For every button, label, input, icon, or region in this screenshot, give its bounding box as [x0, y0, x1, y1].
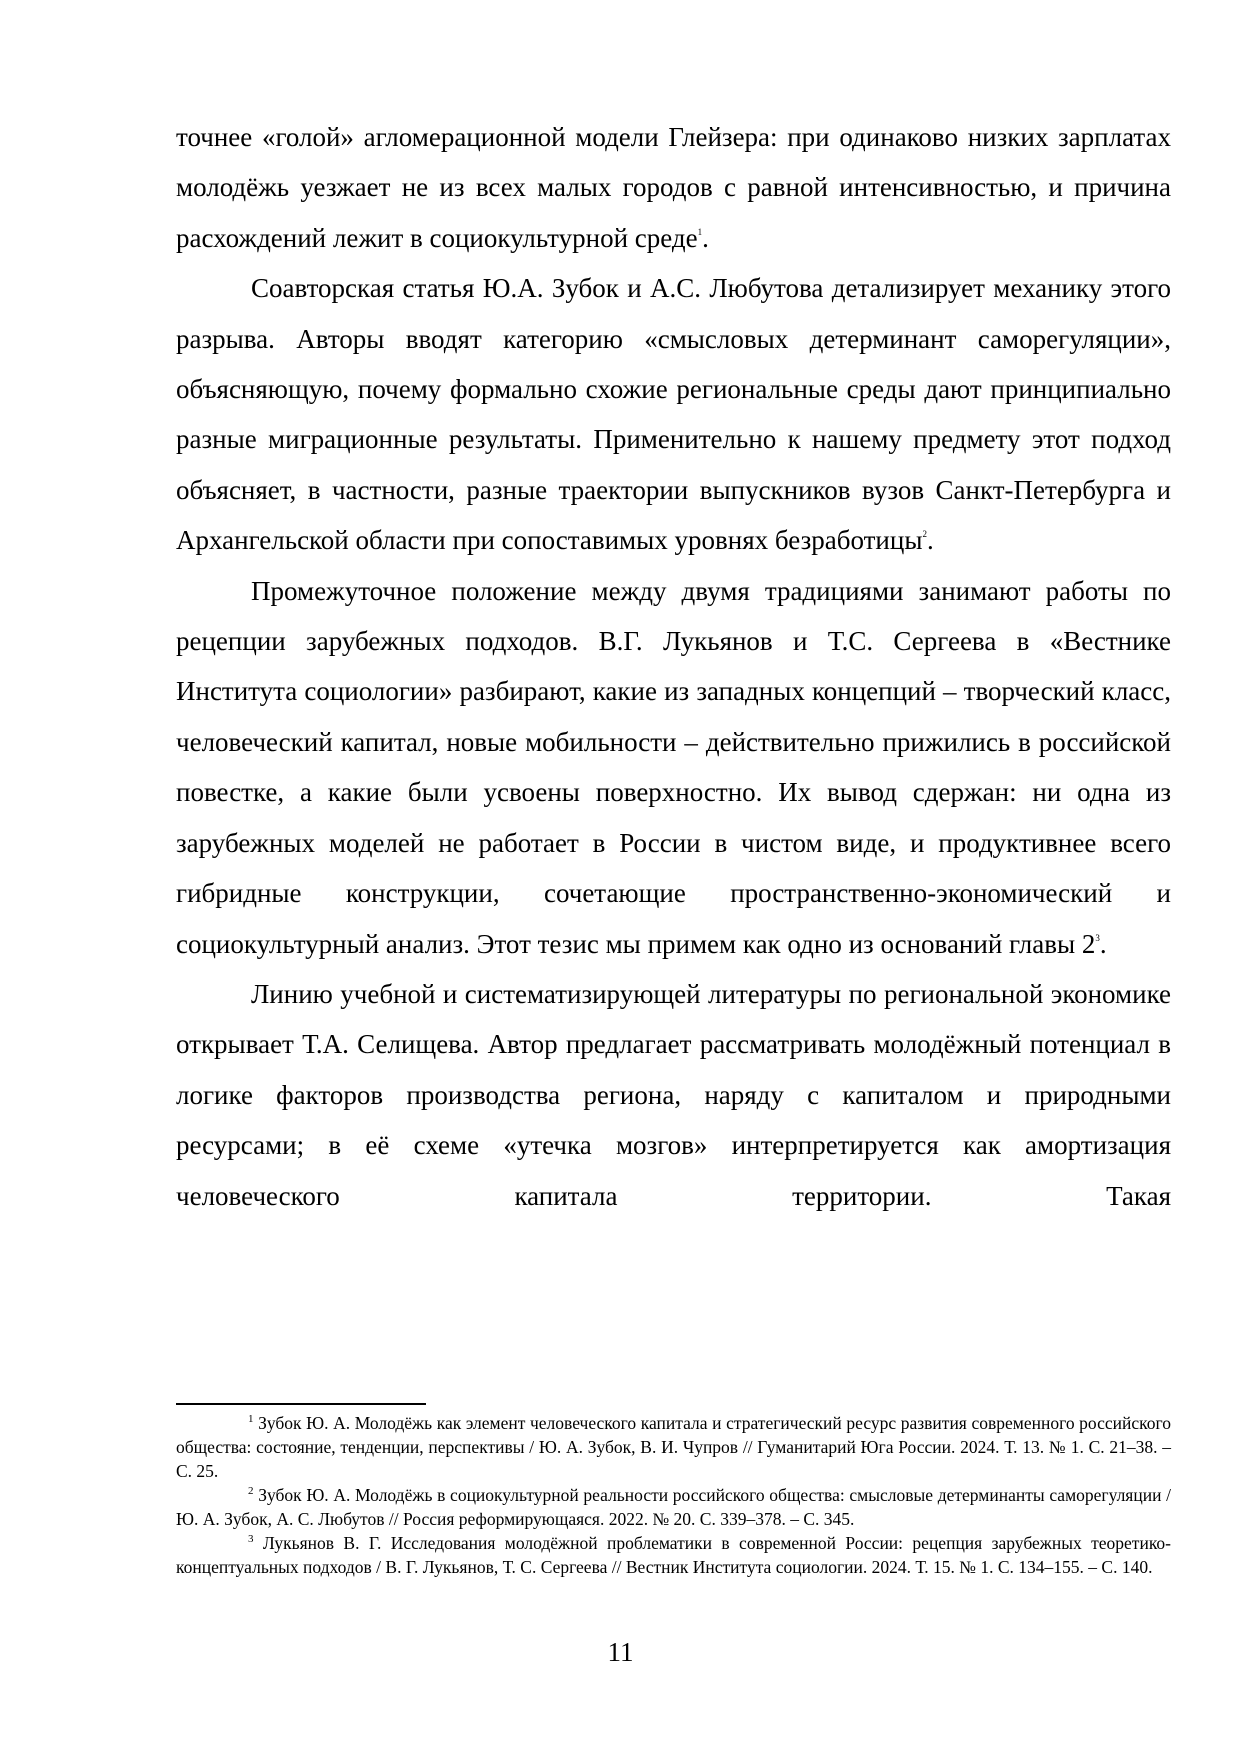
footnote-number-2: 2: [248, 1485, 254, 1497]
paragraph-3-text: Промежуточное положение между двумя традициями занимают работы по рецепции зарубежных подходов. В.Г. Лукьянов и Т.С. Сергеева в «Вестнике Института социологии» разбирают, какие из западных концепций – творческий класс, человеческий капитал, новые мобильности – действительно прижились в российской повестке, а какие были усвоены поверхностно. Их вывод сдержан: ни одна из зарубежных моделей не работает в России в чистом виде, и продуктивнее всего гибридные конструкции, сочетающие пространственно-экономический и социокультурный анализ. Этот тезис мы примем как одно из оснований главы 2: [176, 575, 1171, 959]
paragraph-2-text: Соавторская статья Ю.А. Зубок и А.С. Любутова детализирует механику этого разрыва. Авторы вводят категорию «смысловых детерминант саморегуляции», объясняющую, почему формально схожие региональные среды дают принципиально разные миграционные результаты. Применительно к нашему предмету этот подход объясняет, в частности, разные траектории выпускников вузов Санкт-Петербурга и Архангельской области при сопоставимых уровнях безработицы: [176, 273, 1171, 556]
footnote-number-3: 3: [248, 1533, 254, 1545]
page-number: 11: [607, 1637, 634, 1667]
paragraph-1-text: точнее «голой» агломерационной модели Глейзера: при одинаково низких зарплатах молодёжь уезжает не из всех малых городов с равной интенсивностью, и причина расхождений лежит в социокультурной среде: [176, 122, 1171, 253]
footnotes: [176, 1411, 1171, 1579]
footnote-ref-2[interactable]: 2: [922, 529, 927, 540]
paragraph-1: [176, 112, 1171, 263]
paragraph-3-end: .: [1099, 928, 1107, 959]
footnote-3: [176, 1531, 1171, 1579]
footnote-2: [176, 1483, 1171, 1531]
paragraph-2-end: .: [926, 525, 934, 556]
footnote-number-1: 1: [248, 1413, 254, 1425]
paragraph-3: [176, 566, 1171, 969]
footnote-1: [176, 1411, 1171, 1483]
footnote-text-1: Зубок Ю. А. Молодёжь как элемент человеческого капитала и стратегический ресурс развития современного российского общества: состояние, тенденции, перспективы / Ю. А. Зубок, В. И. Чупров // Гуманитарий Юга России. 2024. Т. 13. № 1. С. 21–38. – С. 25.: [176, 1413, 1172, 1481]
footnote-separator: [176, 1403, 426, 1405]
paragraph-4-text: Линию учебной и систематизирующей литературы по региональной экономике открывает Т.А. Селищева. Автор предлагает рассматривать молодёжный потенциал в логике факторов производства региона, наряду с капиталом и природными ресурсами; в её схеме «утечка мозгов» интерпретируется как амортизация человеческого капитала территории. Такая: [176, 978, 1171, 1211]
paragraph-4: [176, 969, 1171, 1221]
footnote-text-2: Зубок Ю. А. Молодёжь в социокультурной реальности российского общества: смысловые детерминанты саморегуляции / Ю. А. Зубок, А. С. Любутов // Россия реформирующаяся. 2022. № 20. С. 339–378. – С. 345.: [176, 1485, 1171, 1529]
body-text: [176, 112, 1171, 1221]
paragraph-2: [176, 263, 1171, 565]
paragraph-1-end: .: [702, 222, 709, 253]
footnote-ref-3[interactable]: 3: [1095, 932, 1100, 943]
footnote-text-3: Лукьянов В. Г. Исследования молодёжной проблематики в современной России: рецепция зарубежных теоретико-концептуальных подходов / В. Г. Лукьянов, Т. С. Сергеева // Вестник Института социологии. 2024. Т. 15. № 1. С. 134–155. – С. 140.: [176, 1533, 1172, 1577]
footnote-ref-1[interactable]: 1: [697, 226, 703, 237]
